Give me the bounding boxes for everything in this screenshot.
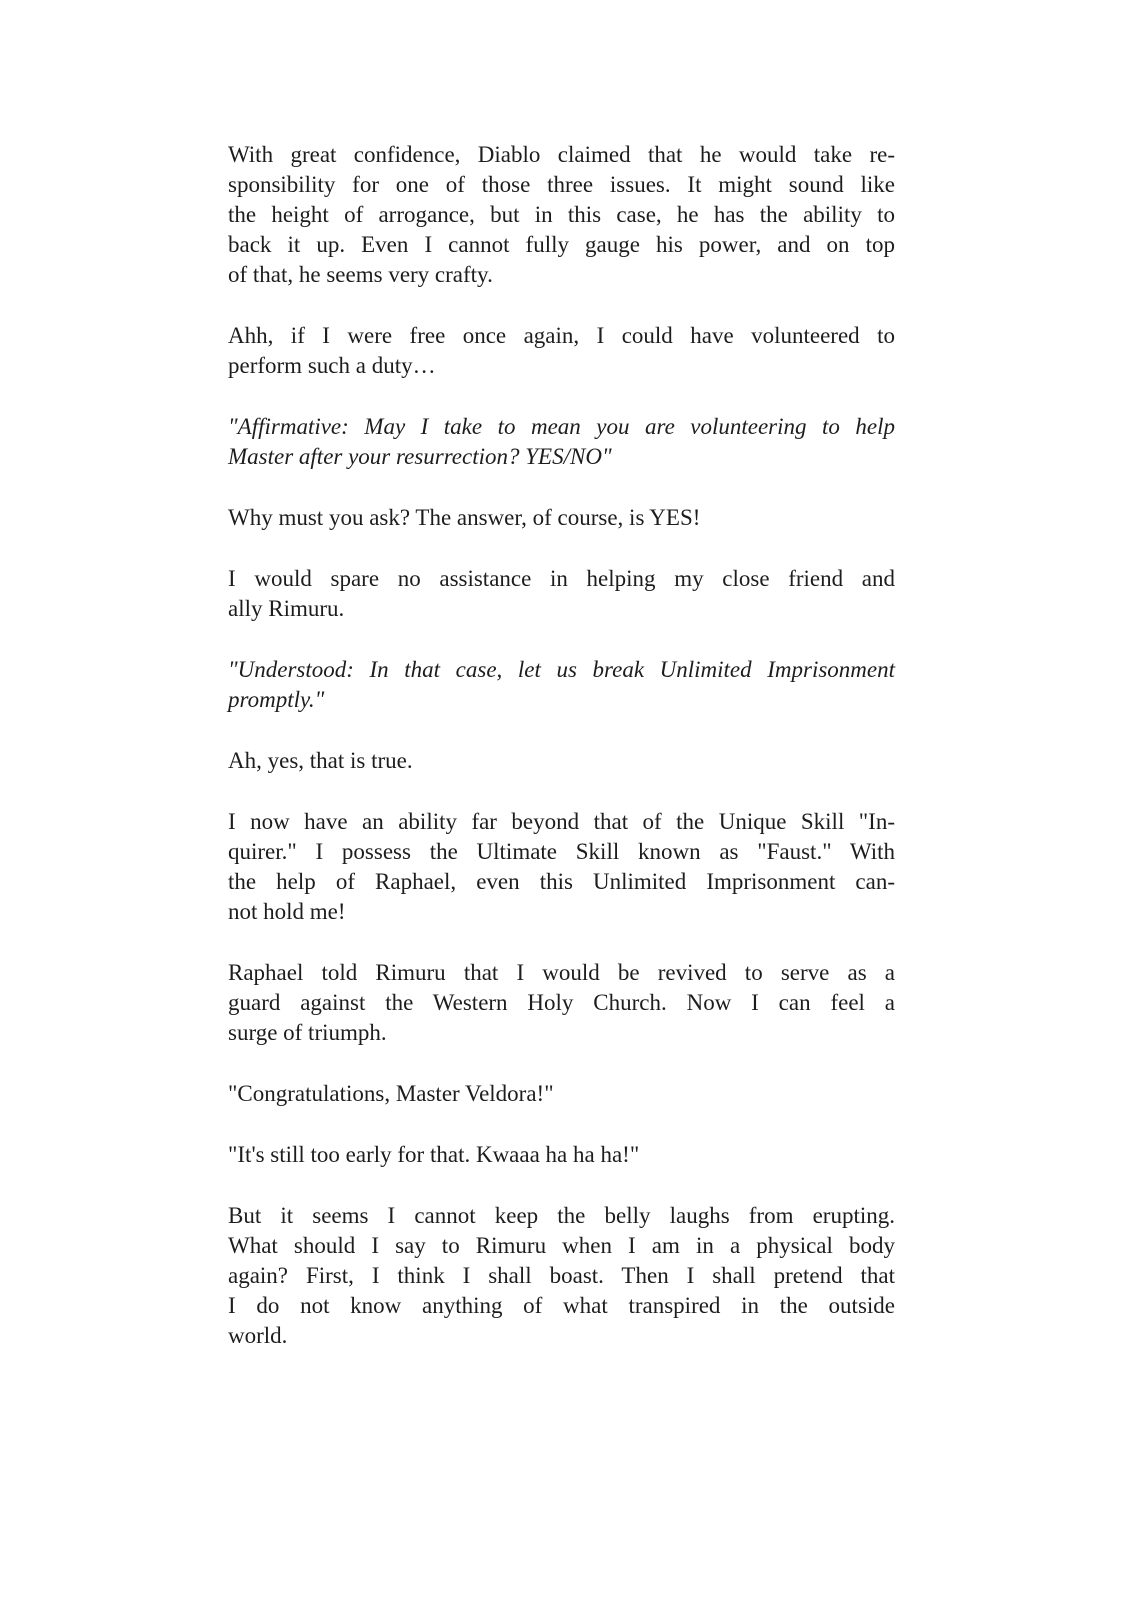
text-line: promptly."	[228, 687, 325, 712]
telepathy-paragraph	[228, 655, 895, 715]
text-line: Raphael told Rimuru that I would be revived to serve as a	[228, 960, 895, 985]
text-line: again? First, I think I shall boast. Then I shall pretend that	[228, 1263, 895, 1288]
text-line: Ahh, if I were free once again, I could have volunteered to	[228, 323, 895, 348]
paragraph	[228, 1079, 895, 1109]
text-line: the help of Raphael, even this Unlimited Imprisonment can-	[228, 869, 895, 894]
text-line: But it seems I cannot keep the belly laughs from erupting.	[228, 1203, 895, 1228]
text-line: sponsibility for one of those three issues. It might sound like	[228, 172, 895, 197]
text-line: I do not know anything of what transpired in the outside	[228, 1293, 895, 1318]
page-text-block	[228, 140, 895, 1382]
paragraph	[228, 564, 895, 624]
paragraph	[228, 503, 895, 533]
text-line: guard against the Western Holy Church. Now I can feel a	[228, 990, 895, 1015]
paragraph	[228, 1201, 895, 1351]
text-line: the height of arrogance, but in this case, he has the ability to	[228, 202, 895, 227]
text-line: With great confidence, Diablo claimed that he would take re-	[228, 142, 895, 167]
paragraph	[228, 807, 895, 927]
paragraph	[228, 746, 895, 776]
text-line: "It's still too early for that. Kwaaa ha ha ha!"	[228, 1142, 640, 1167]
text-line: quirer." I possess the Ultimate Skill known as "Faust." With	[228, 839, 895, 864]
text-line: Why must you ask? The answer, of course, is YES!	[228, 505, 701, 530]
text-line: surge of triumph.	[228, 1020, 387, 1045]
text-line: perform such a duty…	[228, 353, 436, 378]
text-line: not hold me!	[228, 899, 346, 924]
paragraph	[228, 321, 895, 381]
telepathy-paragraph	[228, 412, 895, 472]
paragraph	[228, 958, 895, 1048]
paragraph	[228, 140, 895, 290]
text-line: Master after your resurrection? YES/NO"	[228, 444, 612, 469]
text-line: "Affirmative: May I take to mean you are volunteering to help	[228, 414, 895, 439]
text-line: Ah, yes, that is true.	[228, 748, 413, 773]
text-line: "Understood: In that case, let us break Unlimited Imprisonment	[228, 657, 895, 682]
text-line: of that, he seems very crafty.	[228, 262, 493, 287]
text-line: I would spare no assistance in helping my close friend and	[228, 566, 895, 591]
text-line: ally Rimuru.	[228, 596, 345, 621]
text-line: back it up. Even I cannot fully gauge his power, and on top	[228, 232, 895, 257]
paragraph	[228, 1140, 895, 1170]
text-line: I now have an ability far beyond that of the Unique Skill "In-	[228, 809, 895, 834]
text-line: What should I say to Rimuru when I am in a physical body	[228, 1233, 895, 1258]
text-line: world.	[228, 1323, 288, 1348]
text-line: "Congratulations, Master Veldora!"	[228, 1081, 554, 1106]
